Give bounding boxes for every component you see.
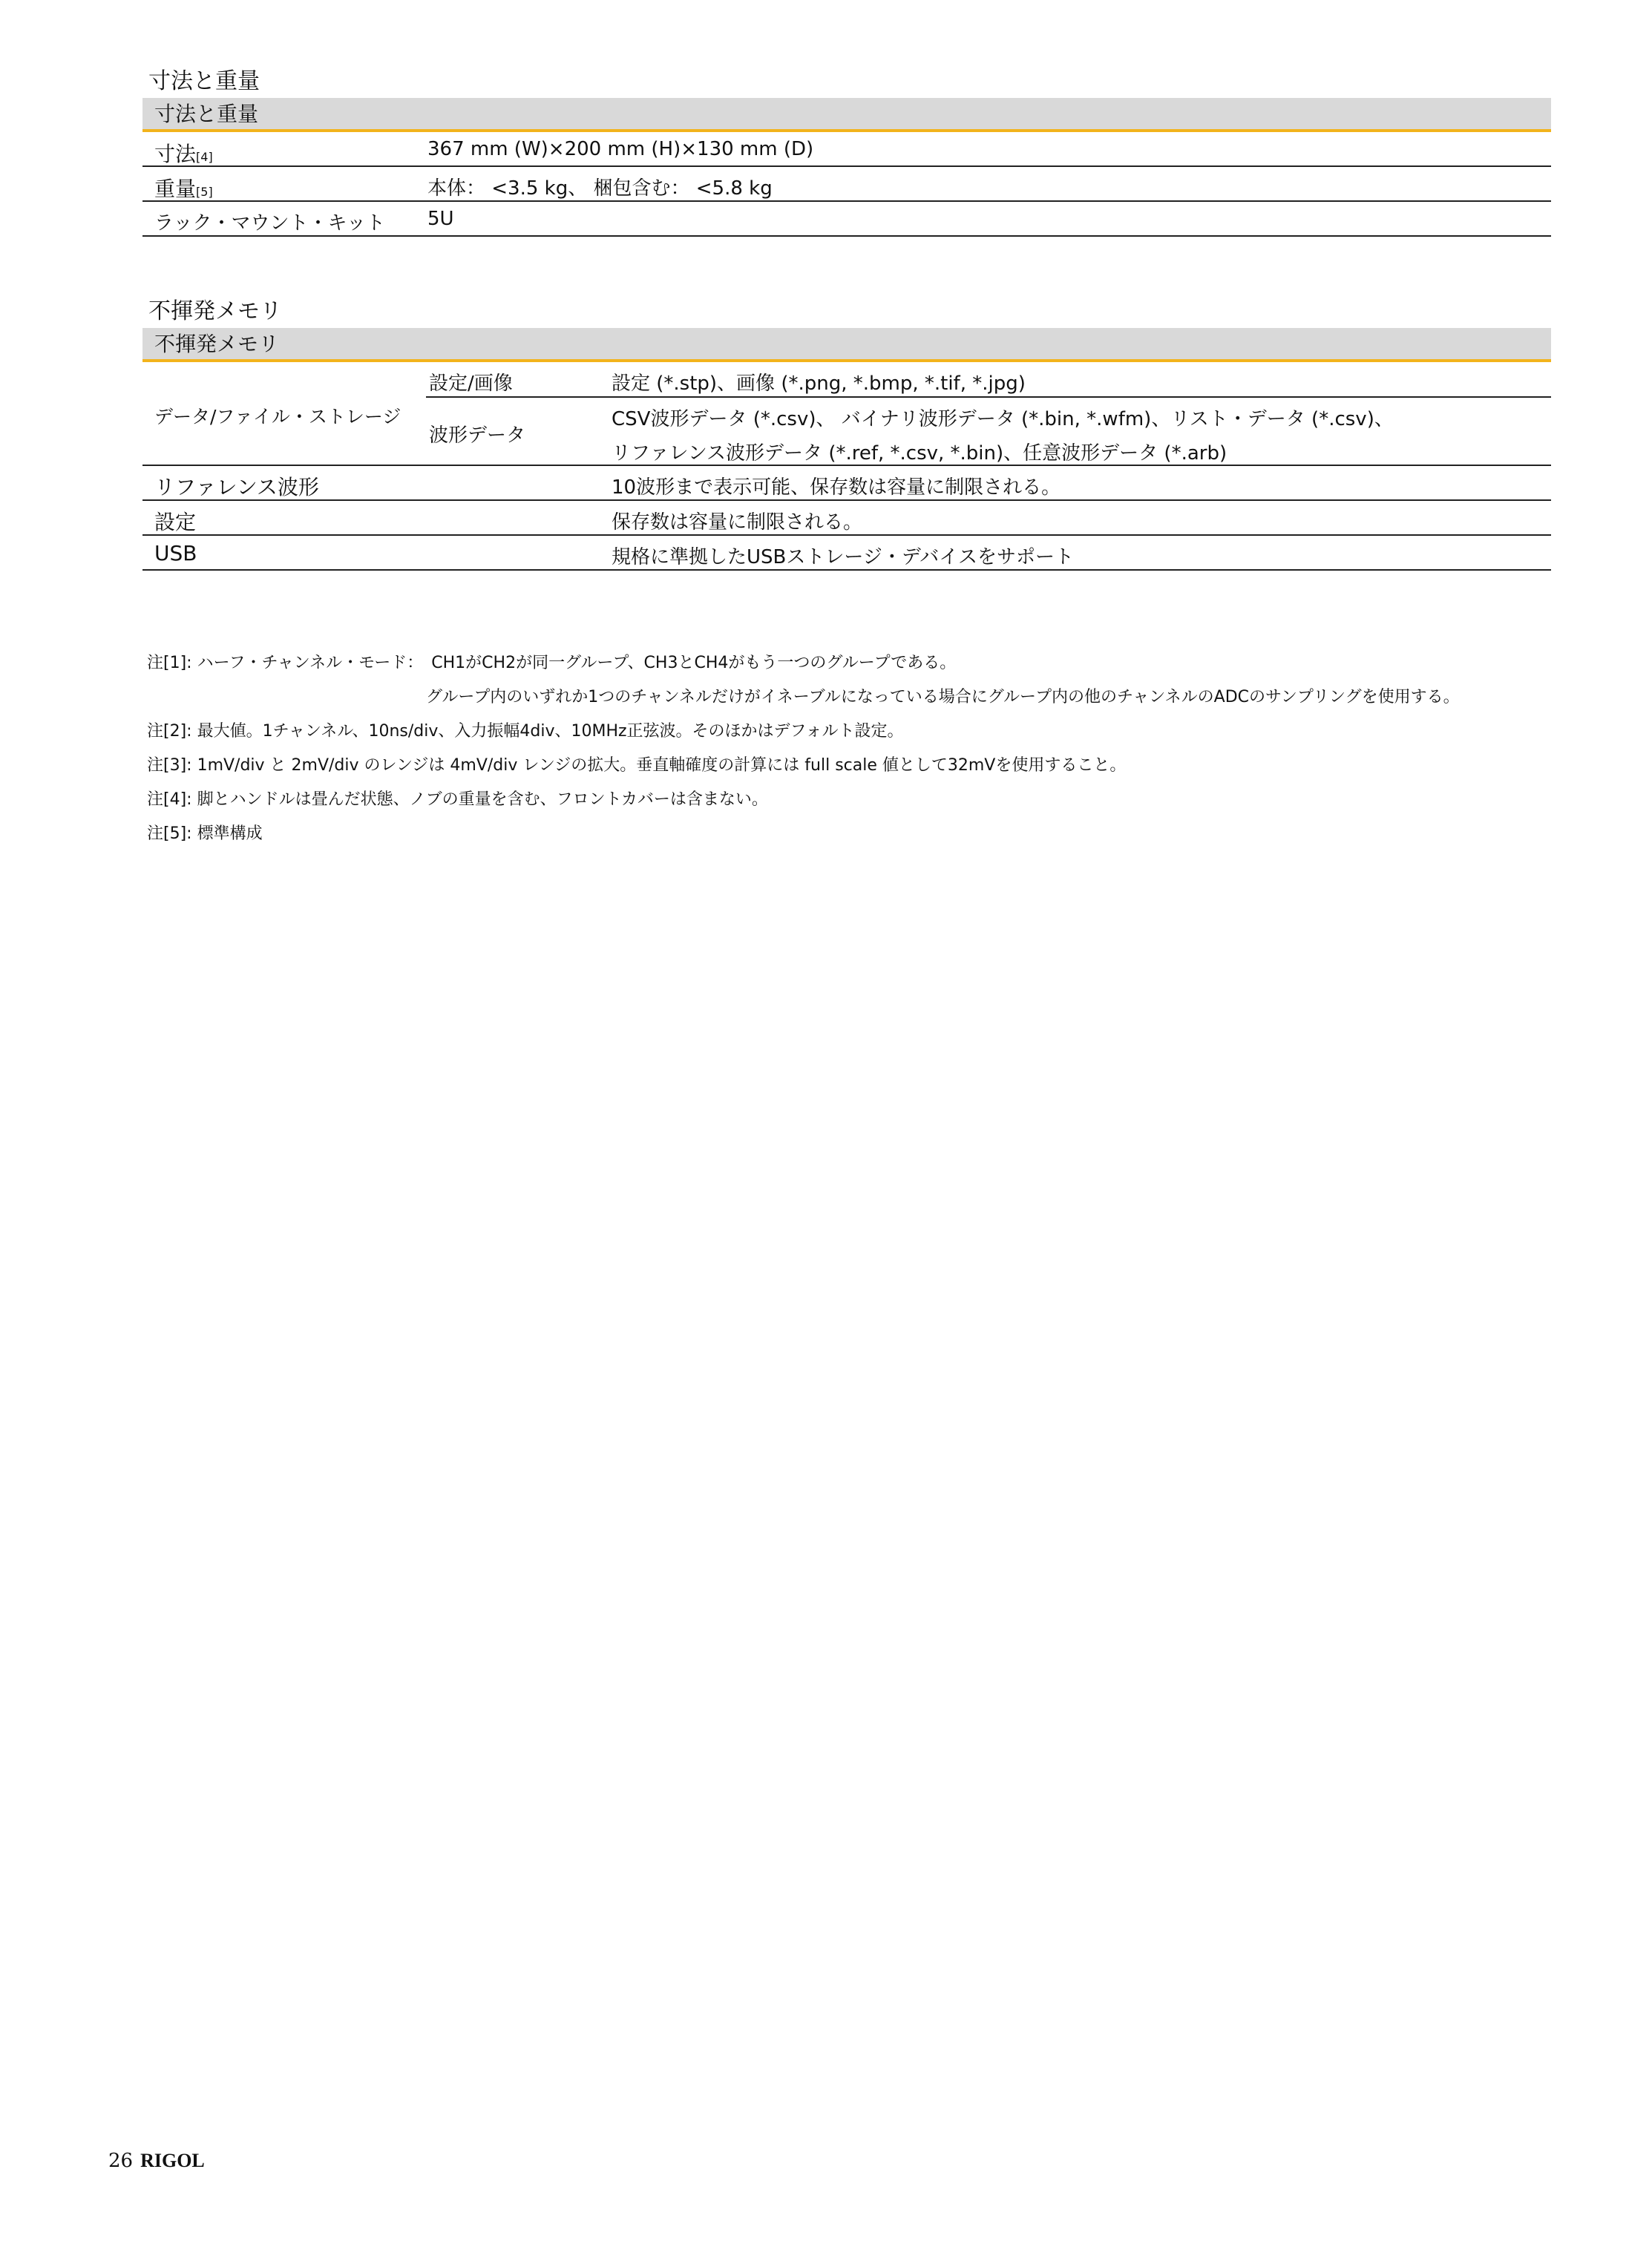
setup-image-value: 設定 (*.stp)、画像 (*.png, *.bmp, *.tif, *.jpg) [612, 373, 1026, 395]
table-row [142, 202, 1551, 237]
row-value-rack: 5U [427, 208, 454, 230]
table-row-storage [142, 362, 1551, 466]
footnote-1: 注[1]: ハーフ・チャンネル・モード： CH1がCH2が同一グループ、CH3とCH4がもう一つのグループである。 [147, 654, 957, 672]
usb-value: 規格に準拠したUSBストレージ・デバイスをサポート [612, 546, 1075, 568]
footnote-4: 注[4]: 脚とハンドルは畳んだ状態、ノブの重量を含む、フロントカバーは含まない。 [147, 790, 768, 809]
table-row [142, 501, 1551, 536]
footnote-1-continued: グループ内のいずれか1つのチャンネルだけがイネーブルになっている場合にグループ内の他のチャンネルのADCのサンプリングを使用する。 [426, 688, 1460, 706]
table-row [142, 466, 1551, 501]
table-row [142, 167, 1551, 202]
setup-value: 保存数は容量に制限される。 [612, 511, 863, 534]
waveform-value-line1: CSV波形データ (*.csv)、 バイナリ波形データ (*.bin, *.wfm)、リスト・データ (*.csv)、 [612, 408, 1394, 430]
section-title-dimensions: 寸法と重量 [148, 68, 260, 94]
row-label-size: 寸法[4] [154, 142, 213, 166]
footnote-5: 注[5]: 標準構成 [147, 824, 263, 843]
dimensions-table [142, 98, 1551, 237]
setup-image-label: 設定/画像 [429, 373, 513, 395]
row-value-weight: 本体： <3.5 kg、 梱包含む： <5.8 kg [427, 177, 773, 200]
brand-logo: RIGOL [140, 2150, 205, 2171]
footnote-ref: [5] [196, 185, 213, 199]
waveform-value-line2: リファレンス波形データ (*.ref, *.csv, *.bin)、任意波形データ (*.arb) [612, 442, 1227, 465]
storage-subrow-setup-image [426, 362, 1551, 398]
ref-waveform-label: リファレンス波形 [154, 475, 319, 499]
row-label-weight: 重量[5] [154, 177, 213, 201]
row-label-rack: ラック・マウント・キット [154, 212, 385, 234]
memory-table [142, 328, 1551, 571]
storage-label: データ/ファイル・ストレージ [154, 406, 401, 427]
footnote-3: 注[3]: 1mV/div と 2mV/div のレンジは 4mV/div レンジの拡大。垂直軸確度の計算には full scale 値として32mVを使用すること。 [147, 756, 1127, 775]
footnote-2: 注[2]: 最大値。1チャンネル、10ns/div、入力振幅4div、10MHz正弦波。そのほかはデフォルト設定。 [147, 722, 904, 741]
page-number: 26 [108, 2150, 134, 2172]
table-row [142, 536, 1551, 571]
row-value-size: 367 mm (W)×200 mm (H)×130 mm (D) [427, 138, 814, 160]
storage-subrow-waveform [426, 398, 1551, 466]
usb-label: USB [154, 541, 197, 565]
dimensions-table-header: 寸法と重量 [142, 98, 1551, 132]
section-title-memory: 不揮発メモリ [148, 298, 282, 324]
waveform-label: 波形データ [429, 424, 526, 447]
ref-waveform-value: 10波形まで表示可能、保存数は容量に制限される。 [612, 476, 1061, 499]
memory-table-header: 不揮発メモリ [142, 328, 1551, 362]
setup-label: 設定 [154, 510, 197, 534]
table-row [142, 132, 1551, 167]
page-footer [108, 2150, 205, 2172]
footnote-ref: [4] [196, 150, 213, 164]
